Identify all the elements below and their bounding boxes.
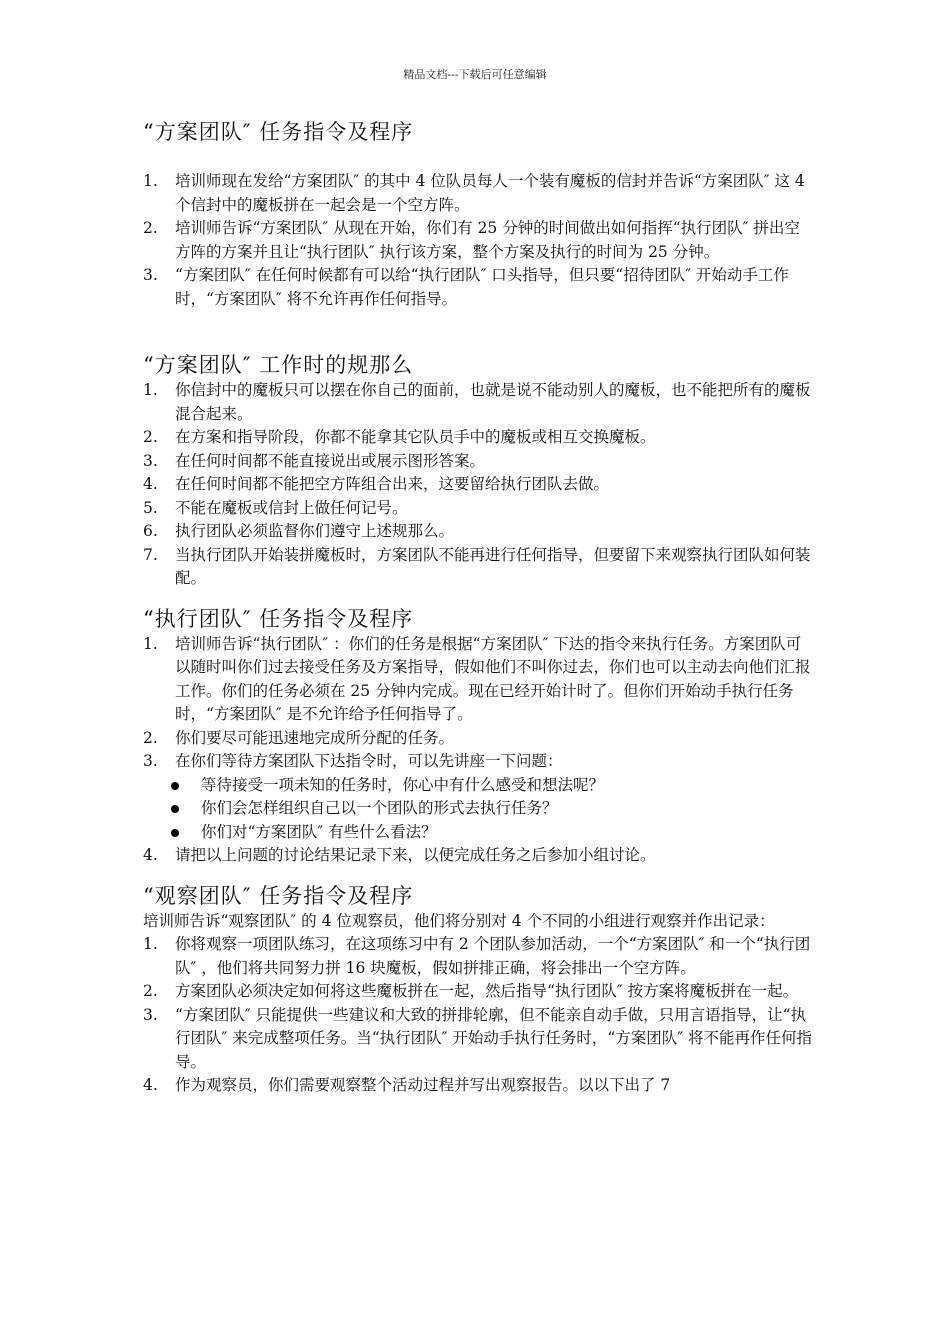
list-item: 1. 你信封中的魔板只可以摆在你自己的面前，也就是说不能动别人的魔板，也不能把所有的魔板混合起来。 [143,381,811,423]
bullet-list [143,774,813,845]
list-item: 2. 方案团队必须决定如何将这些魔板拼在一起，然后指导“执行团队″ 按方案将魔板拼在一起。 [143,982,799,1000]
numbered-list [143,379,813,591]
list-item: 7. 当执行团队开始装拼魔板时，方案团队不能再进行任何指导，但要留下来观察执行团队如何装配。 [143,545,811,587]
section-intro: 培训师告诉“观察团队″ 的 4 位观察员，他们将分别对 4 个不同的小组进行观察并作出记录： [143,911,775,930]
list-item: 2. 你们要尽可能迅速地完成所分配的任务。 [143,728,455,747]
page-header: 精品文档---下载后可任意编辑 [403,68,547,81]
numbered-list [143,933,813,1098]
list-item: 3. “方案团队″ 只能提供一些建议和大致的拼排轮廓，但不能亲自动手做，只用言语指导，让“执行团队″ 来完成整项任务。当“执行团队″ 开始动手执行任务时，“方案团队″ 将不能再作任何指导。 [143,1005,813,1071]
section-observer-team-instructions [143,882,813,1098]
section-plan-team-instructions [143,118,813,311]
list-item: 2. 培训师告诉“方案团队″ 从现在开始，你们有 25 分钟的时间做出如何指挥“执行团队″ 拼出空方阵的方案并且让“执行团队″ 执行该方案，整个方案及执行的时间为 25 分钟。 [143,219,800,261]
numbered-list-continued [143,844,813,868]
section-plan-team-rules [143,351,813,591]
list-item: 4. 在任何时间都不能把空方阵组合出来，这要留给执行团队去做。 [143,475,610,493]
list-item: 6. 执行团队必须监督你们遵守上述规那么。 [143,522,455,540]
section-title: “方案团队″ 工作时的规那么 [143,353,414,377]
bullet-item: 你们会怎样组织自己以一个团队的形式去执行任务？ [143,797,813,821]
list-item: 3. “方案团队″ 在任何时候都有可以给“执行团队″ 口头指导，但只要“招待团队″ 开始动手工作时，“方案团队″ 将不允许再作任何指导。 [143,266,789,308]
bullet-dot-icon [171,782,179,790]
list-item: 1. 培训师告诉“执行团队″ ：你们的任务是根据“方案团队″ 下达的指令来执行任务。方案团队可以随时叫你们过去接受任务及方案指导，假如他们不叫你过去，你们也可以主动去向他们汇报工作。你们的任务必须在 25 分钟内完成。现在已经开始计时了。但你们开始动手执行任务时，“方案团队″ 是不允许给予任何指导了。 [143,634,811,723]
bullet-item: 等待接受一项未知的任务时，你心中有什么感受和想法呢？ [143,774,813,798]
section-title: “方案团队″ 任务指令及程序 [143,120,414,144]
list-item: 4. 作为观察员，你们需要观察整个活动过程并写出观察报告。以以下出了 7 [143,1076,671,1094]
section-title: “观察团队″ 任务指令及程序 [143,883,414,908]
list-item: 3. 在任何时间都不能直接说出或展示图形答案。 [143,451,486,470]
bullet-dot-icon [171,829,179,837]
section-title: “执行团队″ 任务指令及程序 [143,606,414,631]
section-execution-team-instructions [143,605,813,868]
list-item: 5. 不能在魔板或信封上做任何记号。 [143,498,408,517]
numbered-list [143,170,813,311]
bullet-item: 你们对“方案团队″ 有些什么看法？ [143,821,813,845]
list-item: 1. 你将观察一项团队练习，在这项练习中有 2 个团队参加活动，一个“方案团队″ 和一个“执行团队″ ，他们将共同努力拼 16 块魔板，假如拼排正确，将会排出一个空方阵。 [143,935,811,977]
bullet-dot-icon [171,805,179,813]
list-item: 2. 在方案和指导阶段，你都不能拿其它队员手中的魔板或相互交换魔板。 [143,428,656,446]
document-body [143,118,813,1098]
list-item: 4. 请把以上问题的讨论结果记录下来，以便完成任务之后参加小组讨论。 [143,846,656,864]
list-item: 1. 培训师现在发给“方案团队″ 的其中 4 位队员每人一个装有魔板的信封并告诉“方案团队″ 这 4 个信封中的魔板拼在一起会是一个空方阵。 [143,172,805,214]
numbered-list [143,633,813,774]
list-item: 3. 在你们等待方案团队下达指令时，可以先讲座一下问题： [143,752,563,770]
